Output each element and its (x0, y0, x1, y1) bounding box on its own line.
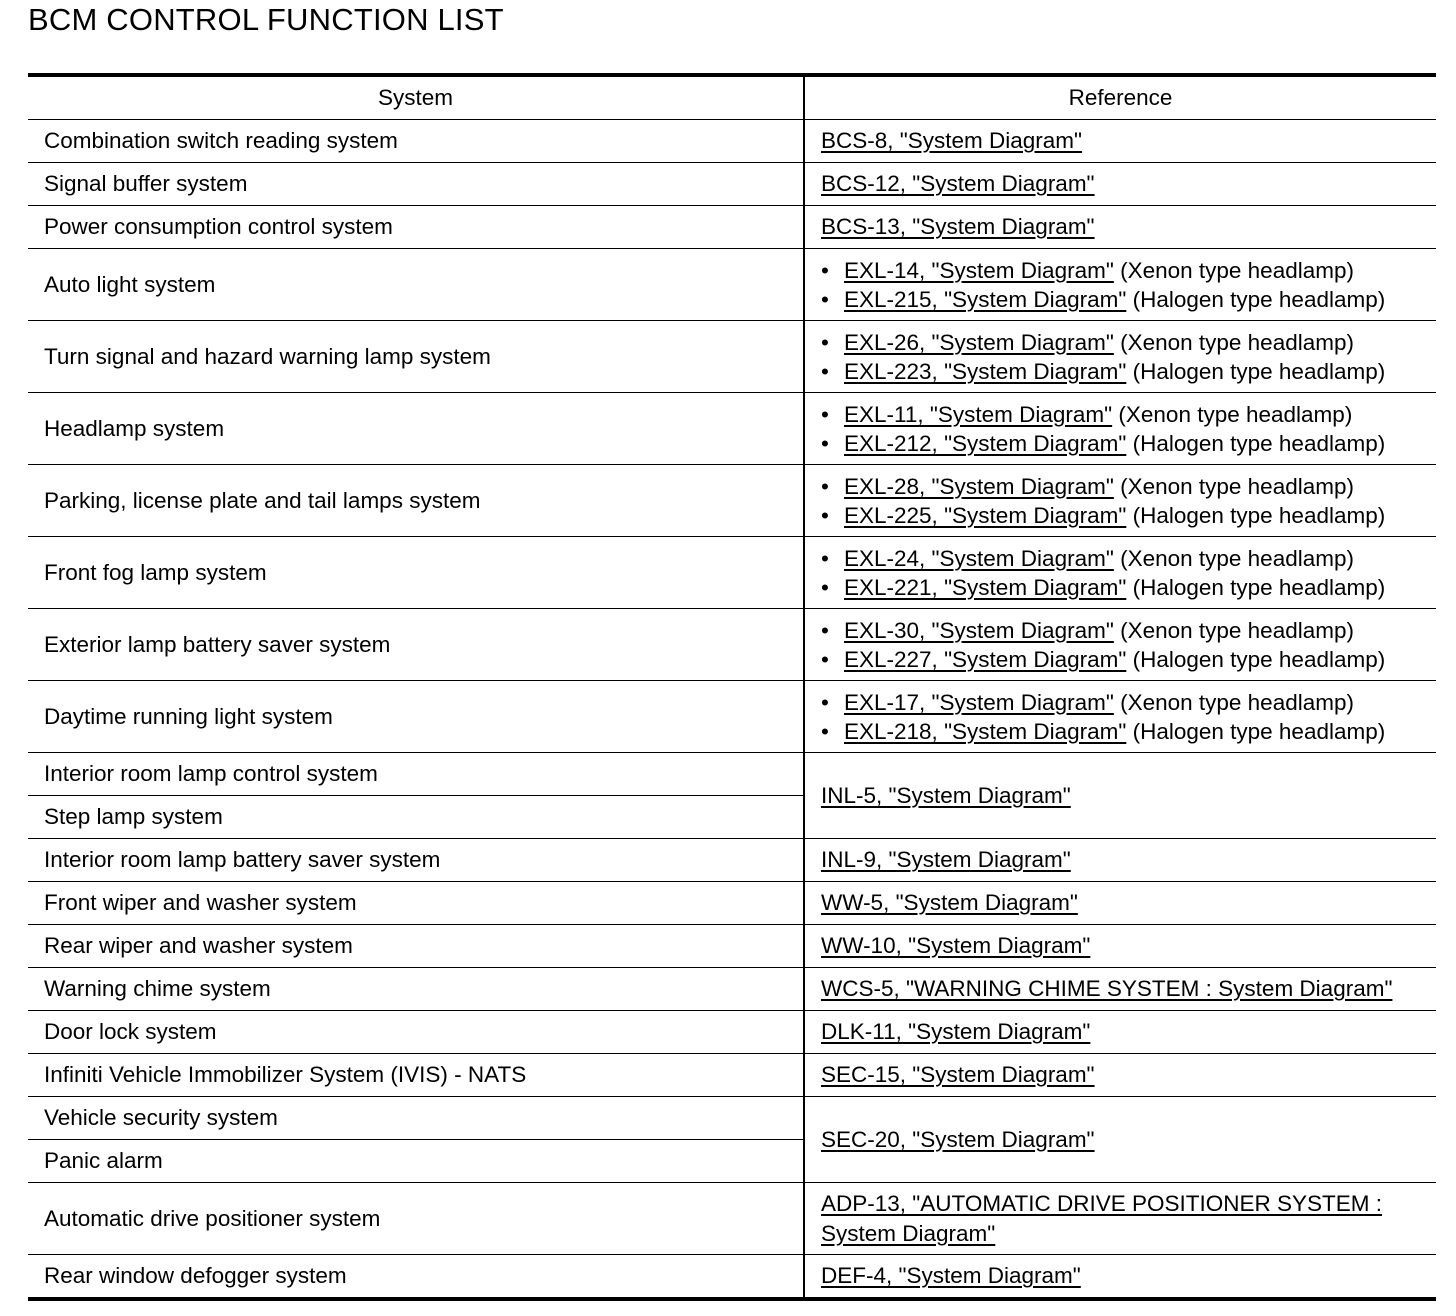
system-cell: Front wiper and washer system (28, 882, 804, 925)
reference-bullet-item (821, 400, 1436, 429)
reference-bullet-item (821, 472, 1436, 501)
reference-link[interactable]: SEC-20, "System Diagram" (821, 1126, 1095, 1152)
table-row (28, 1097, 1436, 1140)
reference-cell (804, 609, 1436, 681)
reference-link[interactable]: EXL-24, "System Diagram" (844, 545, 1114, 571)
reference-note: (Halogen type headlamp) (1126, 358, 1386, 384)
system-cell: Vehicle security system (28, 1097, 804, 1140)
reference-cell (804, 249, 1436, 321)
reference-bullet-item (821, 429, 1436, 458)
reference-link[interactable]: SEC-15, "System Diagram" (821, 1062, 1095, 1087)
reference-link[interactable]: EXL-28, "System Diagram" (844, 473, 1114, 499)
system-cell: Door lock system (28, 1011, 804, 1054)
reference-link[interactable]: BCS-13, "System Diagram" (821, 214, 1095, 239)
reference-bullet-item (821, 573, 1436, 602)
reference-cell (804, 1054, 1436, 1097)
reference-link[interactable]: EXL-225, "System Diagram" (844, 502, 1127, 528)
reference-note: (Xenon type headlamp) (1113, 473, 1354, 499)
reference-cell (804, 681, 1436, 753)
reference-link[interactable]: EXL-223, "System Diagram" (844, 358, 1127, 384)
table-row (28, 968, 1436, 1011)
reference-note: (Xenon type headlamp) (1113, 545, 1354, 571)
reference-cell (804, 753, 1436, 839)
table-row (28, 120, 1436, 163)
reference-link[interactable]: WCS-5, "WARNING CHIME SYSTEM : System Diagram" (821, 976, 1393, 1001)
table-row (28, 1011, 1436, 1054)
reference-bullet-item (821, 328, 1436, 357)
reference-link-line-2[interactable]: System Diagram" (821, 1220, 996, 1246)
reference-cell (804, 393, 1436, 465)
reference-link[interactable]: DEF-4, "System Diagram" (821, 1263, 1081, 1288)
table-row (28, 163, 1436, 206)
system-cell: Parking, license plate and tail lamps system (28, 465, 804, 537)
reference-link[interactable]: EXL-30, "System Diagram" (844, 617, 1114, 643)
reference-link[interactable]: INL-9, "System Diagram" (821, 847, 1071, 872)
table-row (28, 753, 1436, 796)
reference-cell (804, 968, 1436, 1011)
reference-bullet-item (821, 645, 1436, 674)
reference-link[interactable]: WW-10, "System Diagram" (821, 933, 1091, 958)
reference-note: (Halogen type headlamp) (1126, 286, 1386, 312)
reference-cell (804, 120, 1436, 163)
reference-cell (804, 537, 1436, 609)
reference-bullet-item (821, 357, 1436, 386)
reference-link-line-1[interactable]: ADP-13, "AUTOMATIC DRIVE POSITIONER SYSTEM : (821, 1190, 1382, 1216)
reference-bullet-item (821, 285, 1436, 314)
system-cell: Interior room lamp control system (28, 753, 804, 796)
reference-cell (804, 925, 1436, 968)
reference-link[interactable]: EXL-221, "System Diagram" (844, 574, 1127, 600)
reference-cell (804, 321, 1436, 393)
reference-note: (Xenon type headlamp) (1113, 689, 1354, 715)
table-row (28, 465, 1436, 537)
reference-link[interactable]: DLK-11, "System Diagram" (821, 1019, 1091, 1044)
table-row (28, 393, 1436, 465)
system-cell: Turn signal and hazard warning lamp system (28, 321, 804, 393)
column-header-reference: Reference (804, 75, 1436, 120)
reference-bullet-item (821, 688, 1436, 717)
reference-note: (Halogen type headlamp) (1126, 646, 1386, 672)
reference-link[interactable]: EXL-215, "System Diagram" (844, 286, 1127, 312)
reference-cell (804, 839, 1436, 882)
reference-note: (Halogen type headlamp) (1126, 430, 1386, 456)
reference-cell (804, 1011, 1436, 1054)
reference-link[interactable]: EXL-218, "System Diagram" (844, 718, 1127, 744)
system-cell: Warning chime system (28, 968, 804, 1011)
system-cell: Interior room lamp battery saver system (28, 839, 804, 882)
bcm-function-table (28, 73, 1436, 1301)
reference-bullet-item (821, 501, 1436, 530)
table-row (28, 537, 1436, 609)
reference-link[interactable]: EXL-227, "System Diagram" (844, 646, 1127, 672)
reference-bullet-item (821, 544, 1436, 573)
reference-note: (Xenon type headlamp) (1113, 257, 1354, 283)
reference-note: (Halogen type headlamp) (1126, 574, 1386, 600)
reference-link[interactable]: EXL-14, "System Diagram" (844, 257, 1114, 283)
system-cell: Rear wiper and washer system (28, 925, 804, 968)
reference-link[interactable]: EXL-26, "System Diagram" (844, 329, 1114, 355)
system-cell: Signal buffer system (28, 163, 804, 206)
reference-bullet-item (821, 717, 1436, 746)
system-cell: Daytime running light system (28, 681, 804, 753)
reference-link[interactable]: EXL-17, "System Diagram" (844, 689, 1114, 715)
table-row (28, 882, 1436, 925)
reference-link[interactable]: WW-5, "System Diagram" (821, 890, 1078, 915)
table-row (28, 321, 1436, 393)
system-cell: Step lamp system (28, 796, 804, 839)
column-header-system: System (28, 75, 804, 120)
table-row (28, 609, 1436, 681)
reference-cell (804, 882, 1436, 925)
reference-bullet-item (821, 616, 1436, 645)
reference-link[interactable]: BCS-8, "System Diagram" (821, 128, 1083, 153)
table-row (28, 1183, 1436, 1255)
reference-note: (Xenon type headlamp) (1112, 401, 1353, 427)
reference-cell (804, 206, 1436, 249)
reference-note: (Halogen type headlamp) (1126, 502, 1386, 528)
system-cell: Auto light system (28, 249, 804, 321)
reference-cell (804, 1255, 1436, 1300)
table-row (28, 839, 1436, 882)
system-cell: Automatic drive positioner system (28, 1183, 804, 1255)
system-cell: Power consumption control system (28, 206, 804, 249)
table-row (28, 681, 1436, 753)
system-cell: Rear window defogger system (28, 1255, 804, 1300)
reference-note: (Halogen type headlamp) (1126, 718, 1386, 744)
reference-link[interactable]: INL-5, "System Diagram" (821, 782, 1071, 808)
reference-cell (804, 465, 1436, 537)
reference-cell (804, 1183, 1436, 1255)
reference-note: (Xenon type headlamp) (1113, 329, 1354, 355)
reference-link[interactable]: BCS-12, "System Diagram" (821, 171, 1095, 196)
reference-link[interactable]: EXL-11, "System Diagram" (844, 401, 1113, 427)
reference-link[interactable]: EXL-212, "System Diagram" (844, 430, 1127, 456)
reference-cell (804, 1097, 1436, 1183)
system-cell: Front fog lamp system (28, 537, 804, 609)
system-cell: Panic alarm (28, 1140, 804, 1183)
system-cell: Headlamp system (28, 393, 804, 465)
table-header-row (28, 75, 1436, 120)
table-row (28, 1054, 1436, 1097)
reference-note: (Xenon type headlamp) (1113, 617, 1354, 643)
table-row (28, 1255, 1436, 1300)
table-row (28, 249, 1436, 321)
table-row (28, 925, 1436, 968)
system-cell: Infiniti Vehicle Immobilizer System (IVIS) - NATS (28, 1054, 804, 1097)
system-cell: Exterior lamp battery saver system (28, 609, 804, 681)
system-cell: Combination switch reading system (28, 120, 804, 163)
page-title: BCM CONTROL FUNCTION LIST (28, 2, 504, 37)
table-row (28, 206, 1436, 249)
reference-bullet-item (821, 256, 1436, 285)
reference-cell (804, 163, 1436, 206)
